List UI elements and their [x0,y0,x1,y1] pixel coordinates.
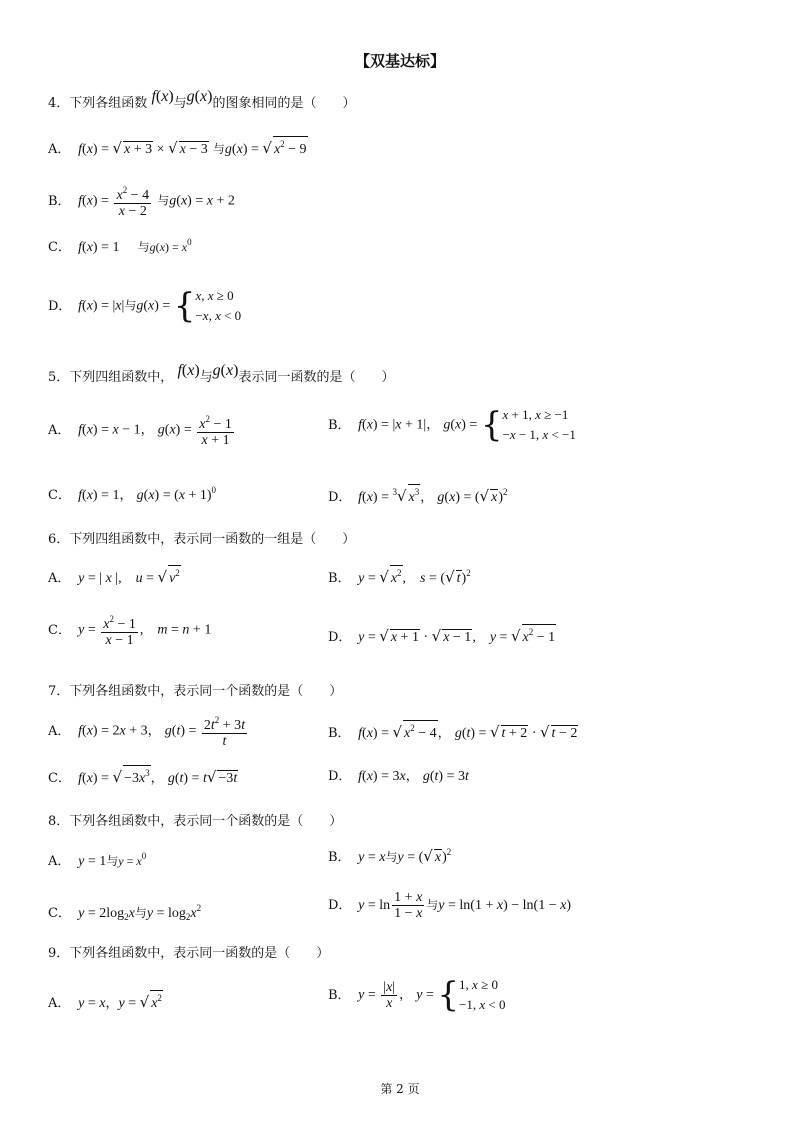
q6-option-c: C． y = $\frac{x^2 - 1}{x - 1}$ , m = n + 1 [48,614,212,648]
q8-option-a: A． y = 1与$y = x^0$ [48,851,147,869]
q9-option-a: A． y = x，y = √ $x^2$ [48,990,163,1012]
q4-option-b: B． f(x) = $\frac{x^2 - 4}{x - 2}$ 与g(x) = x + 2 [48,185,235,219]
question-5: 5．下列四组函数中， f(x)与g(x)表示同一函数的是（ ） [48,362,395,385]
question-9: 9．下列各组函数中，表示同一函数的是（ ） [48,946,330,961]
q8-option-b: B． y = x与y = (√ x)$^2$ [328,847,452,865]
q5-option-d: D． f(x) = $^3$√ $x^3$， g(x) = (√ x)$^2$ [328,484,508,506]
question-7: 7．下列各组函数中，表示同一个函数的是（ ） [48,684,343,699]
q8-option-d: D． y = ln $\frac{1 + x}{1 - x}$ 与y = ln(1 + x) − ln(1 − x) [328,890,571,921]
q4-option-a: A． f(x) = √ x + 3 × √ x − 3 与g(x) = √ $x^2 - 9$ [48,136,308,158]
question-number: 4． [48,96,70,111]
q7-option-b: B． f(x) = √ $x^2 - 4$， g(t) = √ t + 2 · √ t − 2 [328,720,578,742]
page-footer: 第 2 页 [380,1082,420,1096]
question-8: 8．下列各组函数中，表示同一个函数的是（ ） [48,814,343,829]
q6-option-d: D． y = √ x + 1 · √ x − 1, y = √ $x^2 - 1$ [328,624,556,646]
q8-option-c: C． $y = 2\log_2x$与$y = \log_2x^2$ [48,903,202,922]
question-6: 6．下列四组函数中，表示同一函数的一组是（ ） [48,532,356,547]
q4-option-c: C． f(x) = 1 与$g(x) = x^0$ [48,237,192,255]
q5-option-b: B． f(x) = |x + 1|， g(x) = { x + 1, x ≥ −1 −x − 1, x < −1 [328,405,576,445]
q7-option-c: C． f(x) = √ $-3x^3$， g(t) = t√ −3t [48,765,238,787]
q5-option-c: C． f(x) = 1， $g(x) = (x + 1)^0$ [48,485,217,503]
section-title: 【双基达标】 [354,52,445,70]
q9-option-b: B． y = $\frac{|x|}{x}$ ， y = { 1, x ≥ 0 −1, x < 0 [328,975,506,1015]
q5-option-a: A． f(x) = x − 1， g(x) = $\frac{x^2 - 1}{x + 1}$ [48,414,232,448]
q6-option-a: A． y = | x |, u = √ $v^2$ [48,565,181,587]
q7-option-d: D． f(x) = 3x， g(t) = 3t [328,769,469,784]
question-4: 4．下列各组函数 f(x)与g(x)的图象相同的是（ ） [48,88,356,111]
q4-option-d: D． f(x) = |x|与g(x) = { x, x ≥ 0 −x, x < 0 [48,286,242,326]
q6-option-b: B． y = √ $x^2$, s = (√ t)$^2$ [328,565,471,587]
q7-option-a: A． f(x) = 2x + 3， g(t) = $\frac{2t^2 + 3t}{t}$ [48,715,246,749]
question-text: 下列各组函数 [69,96,148,111]
